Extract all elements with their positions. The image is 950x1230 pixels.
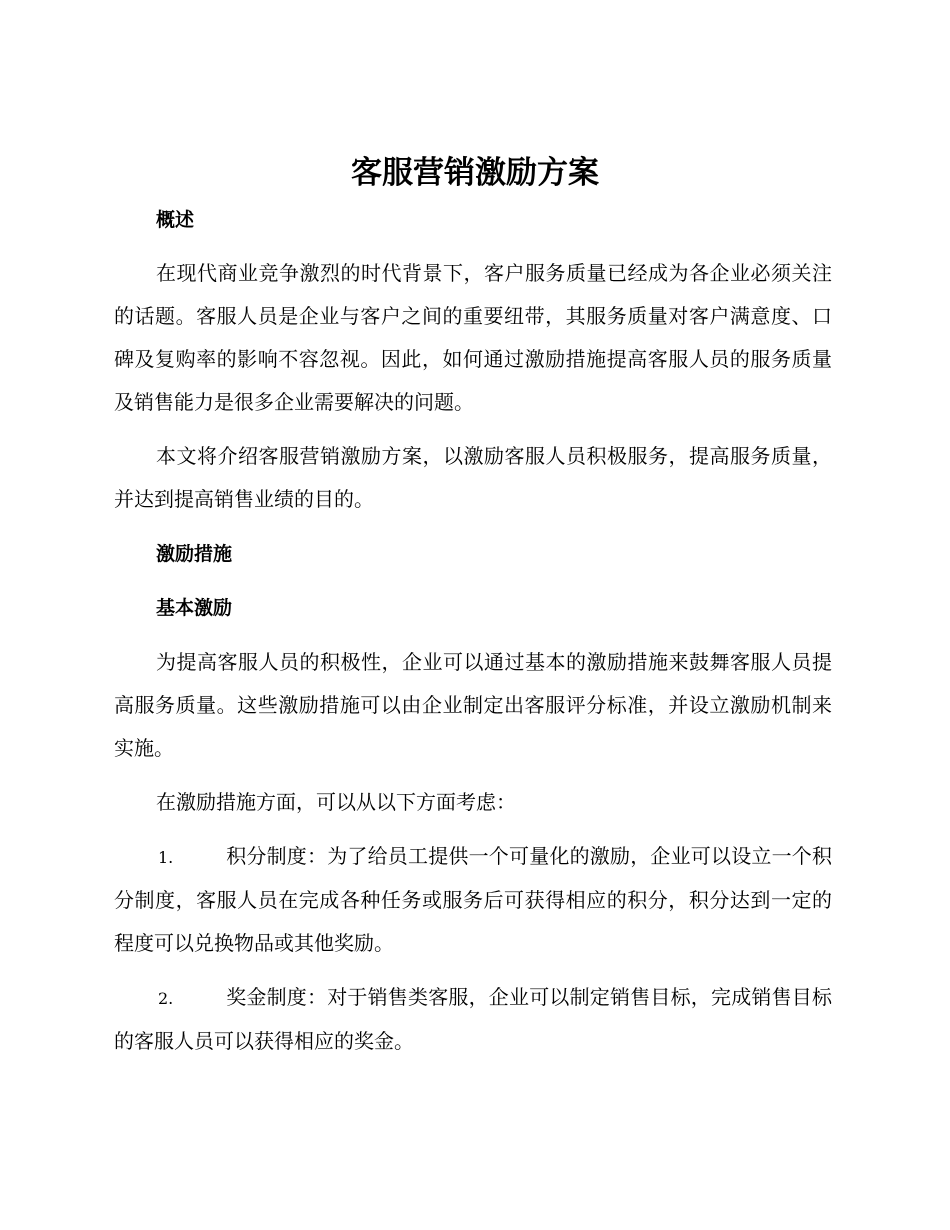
basic-paragraph-2: 在激励措施方面，可以从以下方面考虑： (156, 790, 516, 814)
section-heading-measures: 激励措施 (156, 543, 233, 565)
list-item (114, 976, 832, 1063)
list-item-number: 2. (158, 989, 174, 1008)
overview-paragraph-1: 在现代商业竞争激烈的时代背景下，客户服务质量已经成为各企业必须关注的话题。客服人员是企业与客户之间的重要纽带，其服务质量对客户满意度、口碑及复购率的影响不容忽视。因此，如何通过激励措施提高客服人员的服务质量及销售能力是很多企业需要解决的问题。 (114, 261, 832, 414)
list-item-text: 奖金制度：对于销售类客服，企业可以制定销售目标，完成销售目标的客服人员可以获得相应的奖金。 (114, 985, 832, 1053)
list-item (114, 835, 832, 965)
section-heading-overview: 概述 (156, 209, 195, 231)
list-item-number: 1. (158, 848, 174, 867)
list-item-text: 积分制度：为了给员工提供一个可量化的激励，企业可以设立一个积分制度，客服人员在完成各种任务或服务后可获得相应的积分，积分达到一定的程度可以兑换物品或其他奖励。 (114, 844, 832, 955)
section-heading-basic: 基本激励 (156, 597, 233, 619)
overview-paragraph-2: 本文将介绍客服营销激励方案，以激励客服人员积极服务，提高服务质量，并达到提高销售业绩的目的。 (114, 444, 832, 511)
basic-paragraph-1: 为提高客服人员的积极性，企业可以通过基本的激励措施来鼓舞客服人员提高服务质量。这些激励措施可以由企业制定出客服评分标准，并设立激励机制来实施。 (114, 650, 832, 760)
document-title: 客服营销激励方案 (351, 155, 599, 191)
